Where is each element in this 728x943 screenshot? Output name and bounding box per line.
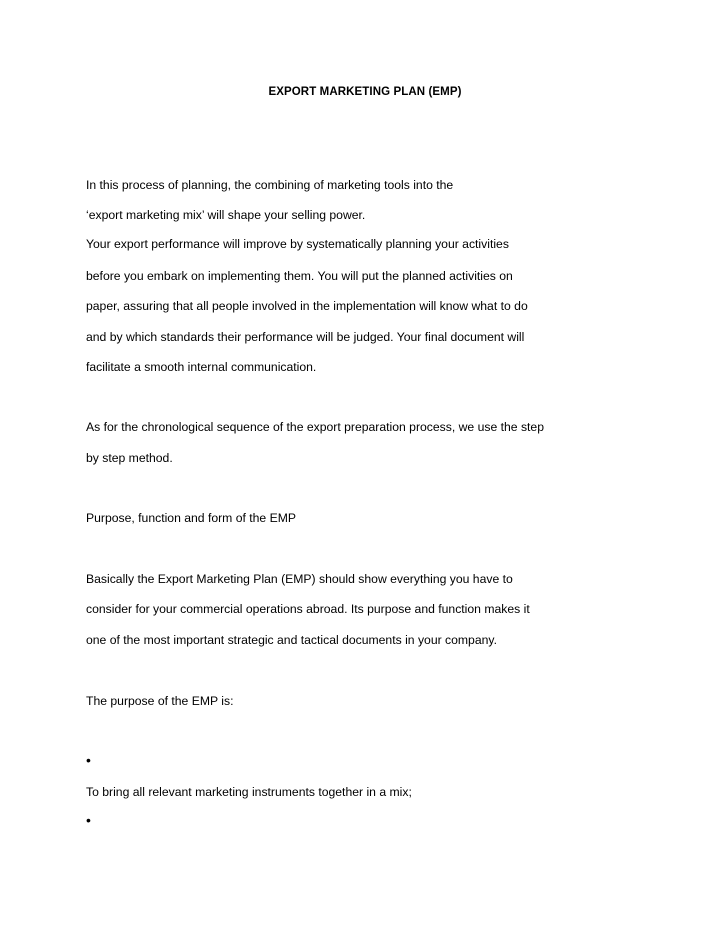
section-heading: Purpose, function and form of the EMP — [86, 511, 297, 525]
paragraph-4-line-3: one of the most important strategic and tactical documents in your company. — [86, 633, 497, 647]
paragraph-4-line-1: Basically the Export Marketing Plan (EMP) should show everything you have to — [86, 572, 513, 586]
document-title: EXPORT MARKETING PLAN (EMP) — [268, 86, 462, 98]
paragraph-3-line-1: As for the chronological sequence of the export preparation process, we use the step — [86, 420, 544, 434]
paragraph-2-line-3: paper, assuring that all people involved in the implementation will know what to do — [86, 299, 528, 313]
paragraph-1-line-1: In this process of planning, the combining of marketing tools into the — [86, 178, 454, 192]
paragraph-2-line-5: facilitate a smooth internal communication. — [86, 360, 317, 374]
paragraph-2-line-4: and by which standards their performance will be judged. Your final document will — [86, 330, 525, 344]
bullet-icon: • — [86, 752, 91, 768]
paragraph-1-line-2: ‘export marketing mix’ will shape your selling power. — [86, 208, 366, 222]
paragraph-4-line-2: consider for your commercial operations abroad. Its purpose and function makes it — [86, 602, 530, 616]
bullet-item-1: To bring all relevant marketing instruments together in a mix; — [86, 785, 412, 799]
paragraph-2-line-2: before you embark on implementing them. You will put the planned activities on — [86, 269, 513, 283]
purpose-intro: The purpose of the EMP is: — [86, 694, 234, 708]
bullet-icon: • — [86, 812, 91, 828]
paragraph-3-line-2: by step method. — [86, 451, 173, 465]
paragraph-2-line-1: Your export performance will improve by systematically planning your activities — [86, 237, 509, 251]
